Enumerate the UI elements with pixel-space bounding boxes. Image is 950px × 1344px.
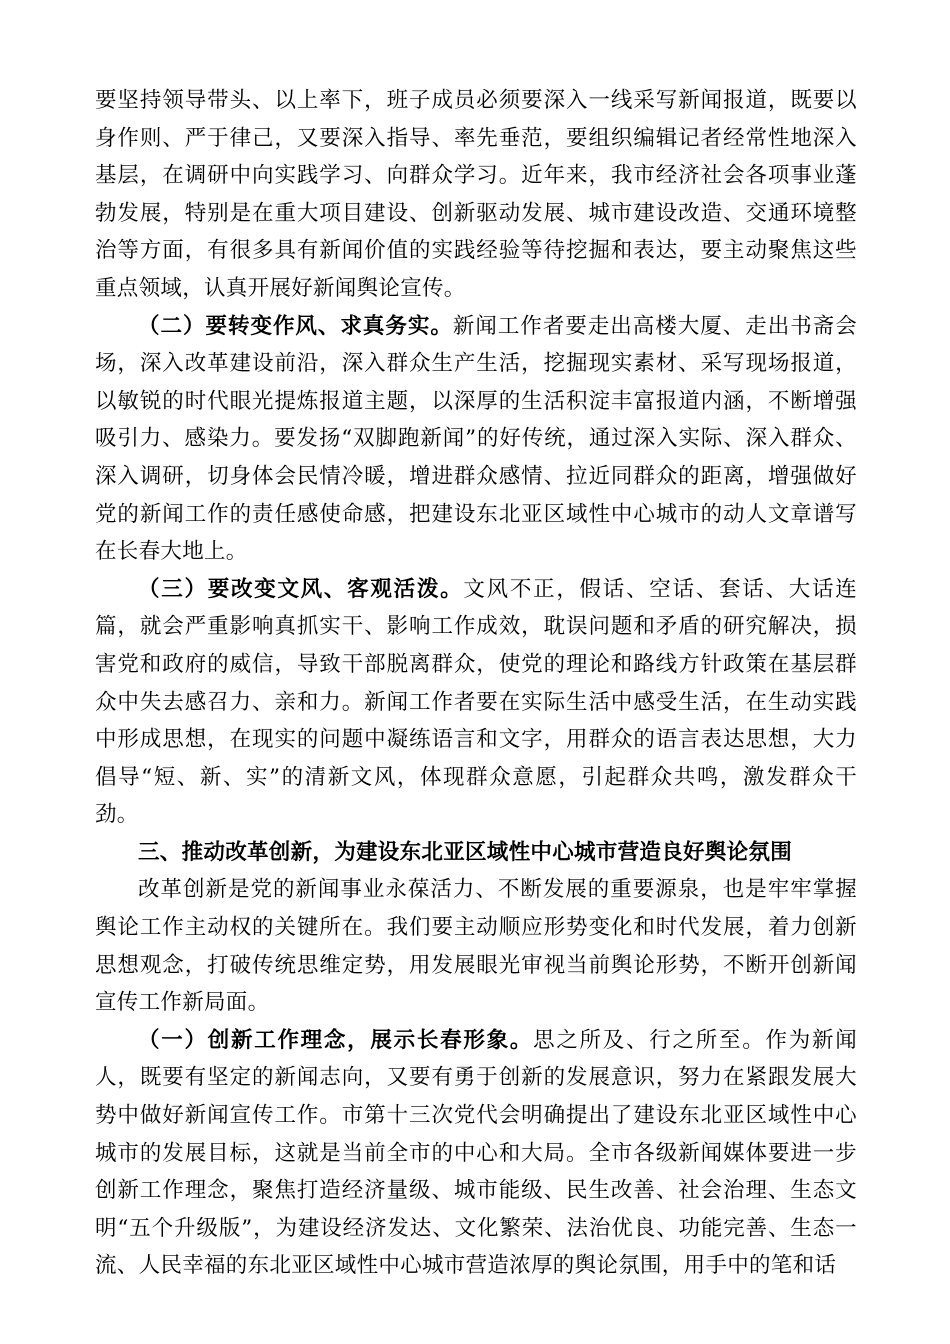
paragraph-5-lead: （一）创新工作理念，展示长春形象。 [138,1027,534,1053]
section-heading-3 [95,834,857,872]
section-heading-3-text: 三、推动改革创新，为建设东北亚区域性中心城市营造良好舆论氛围 [138,839,793,865]
paragraph-3-text: 文风不正，假话、空话、套话、大话连篇，就会严重影响真抓实干、影响工作成效，耽误问题和矛盾的研究解决，损害党和政府的威信，导致干部脱离群众，使党的理论和路线方针政策在基层群众中失去感召力、亲和力。新闻工作者要在实际生活中感受生活，在生动实践中形成思想，在现实的问题中凝练语言和文字，用群众的语言表达思想，大力倡导“短、新、实”的清新文风，体现群众意愿，引起群众共鸣，激发群众干劲。 [95,576,857,828]
paragraph-1-text: 要坚持领导带头、以上率下，班子成员必须要深入一线采写新闻报道，既要以身作则、严于律己，又要深入指导、率先垂范，要组织编辑记者经常性地深入基层，在调研中向实践学习、向群众学习。近年来，我市经济社会各项事业蓬勃发展，特别是在重大项目建设、创新驱动发展、城市建设改造、交通环境整治等方面，有很多具有新闻价值的实践经验等待挖掘和表达，要主动聚焦这些重点领域，认真开展好新闻舆论宣传。 [95,88,857,301]
document-page [95,82,857,1285]
paragraph-3 [95,571,857,834]
paragraph-2-lead: （二）要转变作风、求真务实。 [138,313,453,339]
paragraph-1 [95,82,857,308]
paragraph-2-text: 新闻工作者要走出高楼大厦、走出书斋会场，深入改革建设前沿，深入群众生产生活，挖掘现实素材、采写现场报道，以敏锐的时代眼光提炼报道主题，以深厚的生活积淀丰富报道内涵，不断增强吸引力、感染力。要发扬“双脚跑新闻”的好传统，通过深入实际、深入群众、深入调研，切身体会民情冷暖，增进群众感情、拉近同群众的距离，增强做好党的新闻工作的责任感使命感，把建设东北亚区域性中心城市的动人文章谱写在长春大地上。 [95,313,858,565]
paragraph-2 [95,308,857,571]
paragraph-5-text: 思之所及、行之所至。作为新闻人，既要有坚定的新闻志向，又要有勇于创新的发展意识，努力在紧跟发展大势中做好新闻宣传工作。市第十三次党代会明确提出了建设东北亚区域性中心城市的发展目标，这就是当前全市的中心和大局。全市各级新闻媒体要进一步创新工作理念，聚焦打造经济量级、城市能级、民生改善、社会治理、生态文明“五个升级版”，为建设经济发达、文化繁荣、法治优良、功能完善、生态一流、人民幸福的东北亚区域性中心城市营造浓厚的舆论氛围，用手中的笔和话 [95,1027,857,1279]
paragraph-3-lead: （三）要改变文风、客观活泼。 [138,576,464,602]
paragraph-4-text: 改革创新是党的新闻事业永葆活力、不断发展的重要源泉，也是牢牢掌握舆论工作主动权的关键所在。我们要主动顺应形势变化和时代发展，着力创新思想观念，打破传统思维定势，用发展眼光审视当前舆论形势，不断开创新闻宣传工作新局面。 [95,877,857,1016]
paragraph-4 [95,871,857,1021]
paragraph-5 [95,1022,857,1285]
